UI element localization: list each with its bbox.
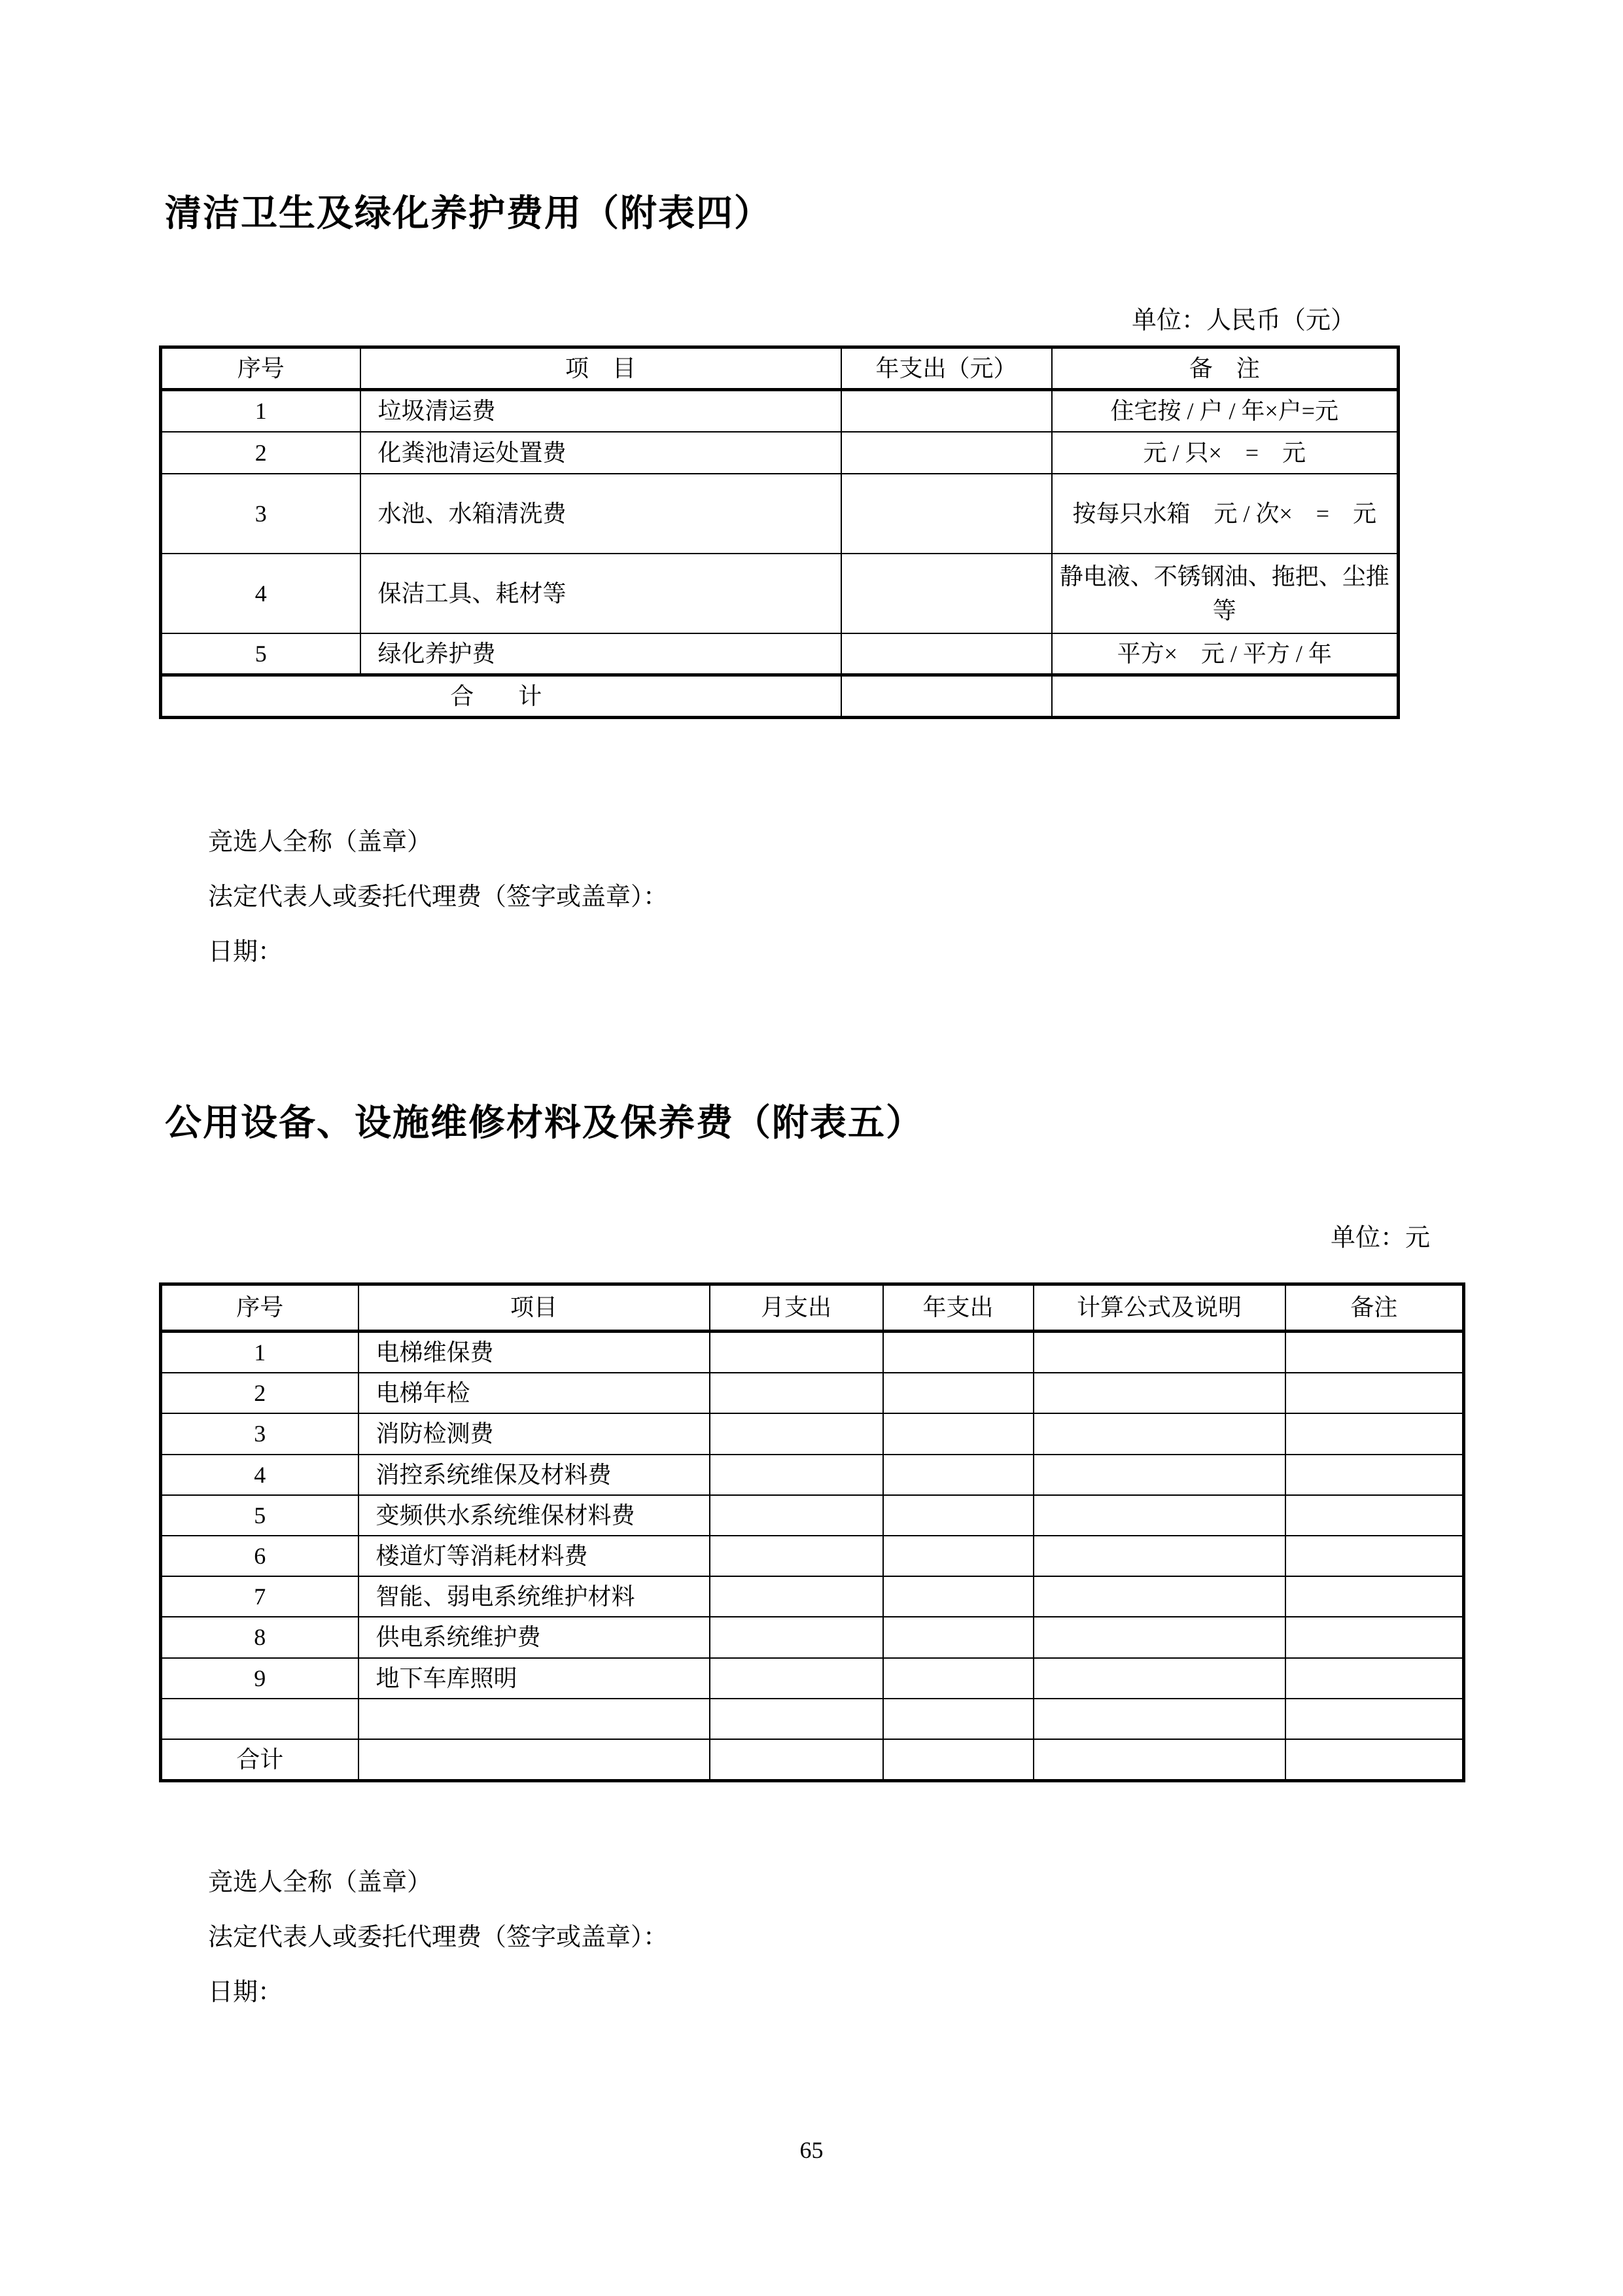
cell-no[interactable] <box>161 1699 358 1739</box>
bidder-name-line: 竞选人全称（盖章） <box>208 828 432 856</box>
cell-no: 7 <box>161 1576 358 1617</box>
col-header-monthly: 月支出 <box>710 1284 883 1332</box>
cell-remark[interactable] <box>1285 1373 1464 1413</box>
cell-no: 4 <box>161 1455 358 1495</box>
table-row <box>161 1576 1464 1617</box>
col-header-item: 项 目 <box>360 347 841 390</box>
cell-monthly[interactable] <box>710 1373 883 1413</box>
table-row <box>161 1699 1464 1739</box>
cell-monthly[interactable] <box>710 1617 883 1657</box>
cell-remark[interactable] <box>1285 1413 1464 1454</box>
cell-remark[interactable] <box>1285 1455 1464 1495</box>
cell-formula[interactable] <box>1034 1373 1285 1413</box>
legal-representative-line: 法定代表人或委托代理费（签字或盖章）： <box>208 883 669 911</box>
cell-remark: 住宅按 / 户 / 年×户=元 <box>1052 390 1399 432</box>
cell-annual[interactable] <box>883 1373 1034 1413</box>
cell-formula[interactable] <box>1034 1658 1285 1699</box>
cell-formula[interactable] <box>1034 1576 1285 1617</box>
cell-annual[interactable] <box>883 1576 1034 1617</box>
cell-item: 垃圾清运费 <box>360 390 841 432</box>
page-number: 65 <box>799 2137 824 2163</box>
cell-annual[interactable] <box>883 1455 1034 1495</box>
section-two-unit-label: 单位：元 <box>1331 1224 1431 1252</box>
col-header-no: 序号 <box>161 1284 358 1332</box>
cell-annual[interactable] <box>841 554 1052 633</box>
cell-remark[interactable] <box>1285 1658 1464 1699</box>
table-row <box>161 1495 1464 1536</box>
col-header-remark: 备注 <box>1285 1284 1464 1332</box>
total-annual[interactable] <box>841 675 1052 718</box>
table-row <box>161 1373 1464 1413</box>
table-row <box>161 554 1399 633</box>
cell-item: 供电系统维护费 <box>358 1617 710 1657</box>
cell-item: 电梯年检 <box>358 1373 710 1413</box>
bidder-name-line: 竞选人全称（盖章） <box>208 1869 432 1896</box>
cell-annual[interactable] <box>883 1658 1034 1699</box>
cell-item: 变频供水系统维保材料费 <box>358 1495 710 1536</box>
cell-remark: 平方× 元 / 平方 / 年 <box>1052 633 1399 675</box>
cell-formula[interactable] <box>1034 1495 1285 1536</box>
cell-formula[interactable] <box>1034 1699 1285 1739</box>
cell-remark[interactable] <box>1285 1495 1464 1536</box>
cell-item: 保洁工具、耗材等 <box>360 554 841 633</box>
cell-item[interactable] <box>358 1699 710 1739</box>
cell-no: 4 <box>161 554 360 633</box>
cell-annual[interactable] <box>883 1617 1034 1657</box>
cell-formula[interactable] <box>1034 1617 1285 1657</box>
date-line: 日期： <box>208 938 283 966</box>
cell-item: 电梯维保费 <box>358 1332 710 1373</box>
cell-remark[interactable] <box>1285 1576 1464 1617</box>
cell-item: 消控系统维保及材料费 <box>358 1455 710 1495</box>
section-two-title: 公用设备、设施维修材料及保养费（附表五） <box>165 1102 924 1144</box>
cell-annual[interactable] <box>883 1495 1034 1536</box>
cell-monthly[interactable] <box>710 1576 883 1617</box>
cell-monthly[interactable] <box>710 1536 883 1576</box>
section-two-signature-block <box>208 1870 668 2005</box>
table-row <box>161 390 1399 432</box>
total-formula[interactable] <box>1034 1739 1285 1781</box>
cell-monthly[interactable] <box>710 1495 883 1536</box>
date-line: 日期： <box>208 1979 283 2006</box>
cell-item: 楼道灯等消耗材料费 <box>358 1536 710 1576</box>
table-total-row <box>161 1739 1464 1781</box>
total-remark[interactable] <box>1285 1739 1464 1781</box>
cell-remark: 元 / 只× = 元 <box>1052 432 1399 474</box>
cell-monthly[interactable] <box>710 1332 883 1373</box>
section-one-table-wrapper <box>159 345 1400 719</box>
cell-formula[interactable] <box>1034 1332 1285 1373</box>
col-header-no: 序号 <box>161 347 360 390</box>
cell-monthly[interactable] <box>710 1413 883 1454</box>
col-header-annual: 年支出（元） <box>841 347 1052 390</box>
cell-monthly[interactable] <box>710 1658 883 1699</box>
cell-no: 8 <box>161 1617 358 1657</box>
table-header-row <box>161 347 1399 390</box>
cell-item: 化粪池清运处置费 <box>360 432 841 474</box>
cell-annual[interactable] <box>841 390 1052 432</box>
cell-no: 3 <box>161 1413 358 1454</box>
cell-remark[interactable] <box>1285 1536 1464 1576</box>
table-row <box>161 432 1399 474</box>
col-header-remark: 备 注 <box>1052 347 1399 390</box>
section-two-table-wrapper <box>159 1282 1465 1782</box>
cell-no: 1 <box>161 390 360 432</box>
legal-representative-line: 法定代表人或委托代理费（签字或盖章）： <box>208 1924 669 1951</box>
cell-annual[interactable] <box>883 1413 1034 1454</box>
total-item[interactable] <box>358 1739 710 1781</box>
table-row <box>161 1332 1464 1373</box>
cell-no: 3 <box>161 474 360 554</box>
cell-no: 1 <box>161 1332 358 1373</box>
section-one-title: 清洁卫生及绿化养护费用（附表四） <box>165 192 772 235</box>
cleaning-greening-cost-table <box>159 345 1400 719</box>
cell-formula[interactable] <box>1034 1413 1285 1454</box>
cell-monthly[interactable] <box>710 1699 883 1739</box>
cell-no: 2 <box>161 1373 358 1413</box>
cell-formula[interactable] <box>1034 1455 1285 1495</box>
equipment-maintenance-cost-table <box>159 1282 1465 1782</box>
table-row <box>161 1617 1464 1657</box>
cell-remark: 静电液、不锈钢油、拖把、尘推等 <box>1052 554 1399 633</box>
cell-no: 2 <box>161 432 360 474</box>
total-monthly[interactable] <box>710 1739 883 1781</box>
col-header-annual: 年支出 <box>883 1284 1034 1332</box>
cell-no: 6 <box>161 1536 358 1576</box>
cell-remark[interactable] <box>1285 1332 1464 1373</box>
table-row <box>161 1658 1464 1699</box>
table-total-row <box>161 675 1399 718</box>
cell-remark: 按每只水箱 元 / 次× = 元 <box>1052 474 1399 554</box>
cell-item: 智能、弱电系统维护材料 <box>358 1576 710 1617</box>
total-annual[interactable] <box>883 1739 1034 1781</box>
table-row <box>161 633 1399 675</box>
total-label: 合计 <box>161 1739 358 1781</box>
cell-annual[interactable] <box>883 1332 1034 1373</box>
col-header-formula: 计算公式及说明 <box>1034 1284 1285 1332</box>
table-row <box>161 1536 1464 1576</box>
cell-annual[interactable] <box>841 633 1052 675</box>
cell-no: 5 <box>161 633 360 675</box>
table-header-row <box>161 1284 1464 1332</box>
cell-item: 绿化养护费 <box>360 633 841 675</box>
total-label: 合 计 <box>161 675 841 718</box>
table-row <box>161 1413 1464 1454</box>
cell-no: 9 <box>161 1658 358 1699</box>
table-row <box>161 474 1399 554</box>
cell-annual[interactable] <box>841 432 1052 474</box>
cell-formula[interactable] <box>1034 1536 1285 1576</box>
section-one-signature-block <box>208 830 668 964</box>
total-remark[interactable] <box>1052 675 1399 718</box>
section-one-unit-label: 单位：人民币（元） <box>1132 307 1356 334</box>
cell-item: 消防检测费 <box>358 1413 710 1454</box>
col-header-item: 项目 <box>358 1284 710 1332</box>
cell-annual[interactable] <box>883 1699 1034 1739</box>
table-row <box>161 1455 1464 1495</box>
cell-no: 5 <box>161 1495 358 1536</box>
cell-remark[interactable] <box>1285 1617 1464 1657</box>
cell-remark[interactable] <box>1285 1699 1464 1739</box>
cell-annual[interactable] <box>883 1536 1034 1576</box>
cell-monthly[interactable] <box>710 1455 883 1495</box>
cell-item: 地下车库照明 <box>358 1658 710 1699</box>
cell-item: 水池、水箱清洗费 <box>360 474 841 554</box>
cell-annual[interactable] <box>841 474 1052 554</box>
